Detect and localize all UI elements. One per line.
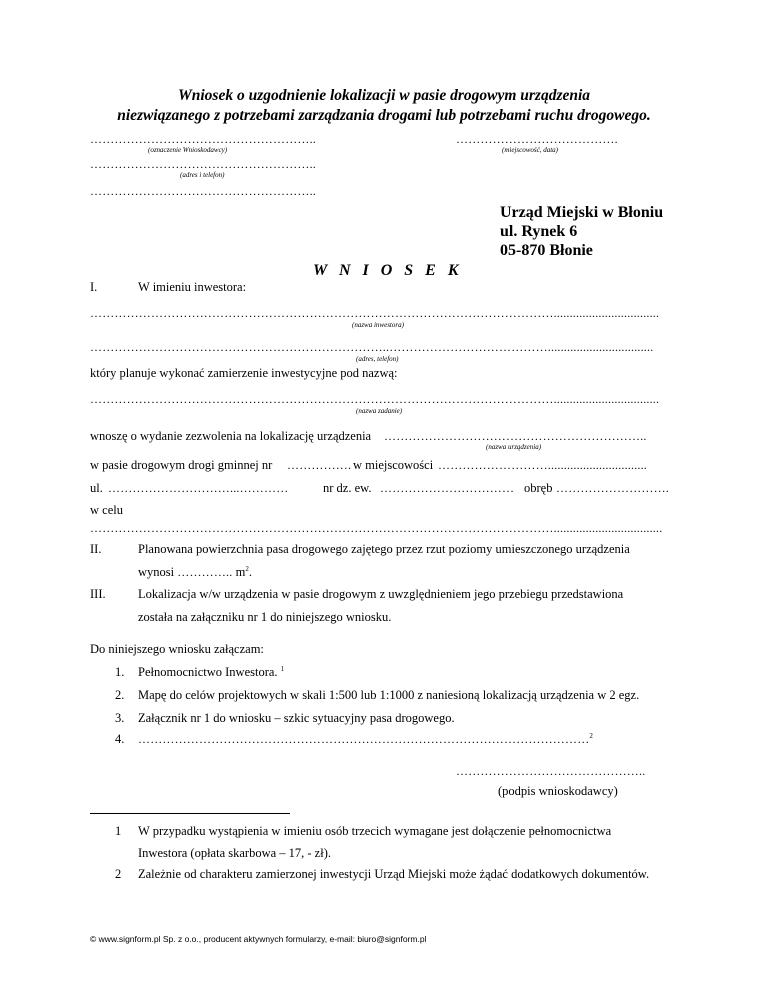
area-end: . bbox=[248, 565, 252, 580]
attachment-text: Pełnomocnictwo Inwestora. bbox=[138, 665, 278, 680]
request-text: wnoszę o wydanie zezwolenia na lokalizację urządzenia bbox=[90, 429, 372, 443]
applicant-field[interactable]: ……………………………………………….. bbox=[90, 132, 316, 146]
attachment-item bbox=[138, 665, 284, 680]
device-name-field[interactable]: ……………………………………………………….. bbox=[384, 429, 647, 443]
section-2-text: Planowana powierzchnia pasa drogowego zajętego przez rzut poziomy umieszczonego urządzenia bbox=[138, 542, 630, 556]
purpose-text: w celu bbox=[90, 503, 123, 517]
place-date-caption: (miejscowość, data) bbox=[502, 146, 558, 154]
footnote-number: 1 bbox=[115, 824, 122, 838]
attachment-number: 2. bbox=[115, 688, 125, 702]
address-caption: (adres i telefon) bbox=[180, 171, 225, 179]
request-heading: W N I O S E K bbox=[313, 262, 463, 279]
device-name-caption: (nazwa urządzenia) bbox=[486, 443, 542, 451]
section-1-label: W imieniu inwestora: bbox=[138, 280, 247, 294]
page-footer: © www.signform.pl Sp. z o.o., producent aktywnych formularzy, e-mail: biuro@signform.pl bbox=[90, 934, 427, 944]
footnote-ref: 2 bbox=[589, 732, 593, 740]
attachment-number: 4. bbox=[115, 732, 125, 746]
street-text: ul. bbox=[90, 481, 103, 495]
investor-address-caption: (adres, telefon) bbox=[356, 355, 399, 363]
section-2-number: II. bbox=[90, 542, 102, 556]
plot-text: nr dz. ew. bbox=[323, 481, 372, 495]
purpose-field[interactable]: …………………………………………………………………………………………………….................................. bbox=[90, 521, 663, 535]
section-1-number: I. bbox=[90, 280, 98, 294]
task-name-field[interactable]: ……………………………………………………………………………………………………................................. bbox=[90, 392, 660, 406]
plans-text: który planuje wykonać zamierzenie inwestycyjne pod nazwą: bbox=[90, 366, 398, 380]
address-field-2[interactable]: ……………………………………………….. bbox=[90, 184, 316, 198]
footnote-text: Zależnie od charakteru zamierzonej inwestycji Urząd Miejski może żądać dodatkowych dokumentów. bbox=[138, 867, 650, 881]
footnote-number: 2 bbox=[115, 867, 122, 881]
area-unit-exponent: 2 bbox=[245, 565, 249, 573]
precinct-field[interactable]: ………………………. bbox=[556, 481, 669, 495]
applicant-caption: (oznaczenie Wnioskodawcy) bbox=[148, 146, 228, 154]
address-field[interactable]: ……………………………………………….. bbox=[90, 157, 316, 171]
street-field[interactable]: …………………………...………… bbox=[108, 481, 289, 495]
town-text: w miejscowości bbox=[353, 458, 434, 472]
area-unit: m bbox=[235, 565, 246, 580]
plot-number-field[interactable]: …………………………… bbox=[380, 481, 515, 495]
investor-address-field[interactable]: ………………………………………………………………..…………………………………................................. bbox=[90, 340, 654, 354]
task-name-caption: (nazwa zadanie) bbox=[356, 407, 403, 415]
signature-field[interactable]: ……………………………………….. bbox=[456, 764, 646, 778]
road-text: w pasie drogowym drogi gminnej nr bbox=[90, 458, 273, 472]
footnote-text-continued: Inwestora (opłata skarbowa – 17, - zł). bbox=[138, 846, 331, 860]
attachment-text: Załącznik nr 1 do wniosku – szkic sytuacyjny pasa drogowego. bbox=[138, 711, 455, 725]
section-3-line2: została na załączniku nr 1 do niniejszego wniosku. bbox=[138, 610, 392, 624]
signature-caption: (podpis wnioskodawcy) bbox=[498, 784, 618, 798]
investor-name-caption: (nazwa inwestora) bbox=[352, 321, 404, 329]
section-3-number: III. bbox=[90, 587, 106, 601]
town-field[interactable]: ………………………............................... bbox=[438, 458, 647, 472]
recipient-street: ul. Rynek 6 bbox=[500, 223, 578, 240]
attachments-heading: Do niniejszego wniosku załączam: bbox=[90, 642, 264, 656]
attachment-number: 3. bbox=[115, 711, 125, 725]
road-number-field[interactable]: ……………. bbox=[287, 458, 352, 472]
document-title-line1: Wniosek o uzgodnienie lokalizacji w pasie drogowym urządzenia bbox=[177, 87, 591, 104]
attachment-other-field[interactable]: ………………………………………………………………………………………………… bbox=[138, 732, 590, 747]
attachment-number: 1. bbox=[115, 665, 125, 679]
area-line bbox=[138, 565, 252, 580]
area-field[interactable]: ………….. bbox=[177, 565, 233, 580]
document-title-line2: niezwiązanego z potrzebami zarządzania drogami lub potrzebami ruchu drogowego. bbox=[117, 107, 651, 124]
precinct-text: obręb bbox=[524, 481, 553, 495]
place-date-field[interactable]: …………………………………. bbox=[456, 132, 618, 146]
recipient-name: Urząd Miejski w Błoniu bbox=[500, 204, 664, 221]
attachment-text: Mapę do celów projektowych w skali 1:500 lub 1:1000 z naniesioną lokalizacją urządzenia w 2 egz. bbox=[138, 688, 640, 702]
investor-name-field[interactable]: ……………………………………………………………………………………………………................................. bbox=[90, 306, 660, 320]
attachment-item bbox=[138, 732, 593, 747]
footnote-separator bbox=[90, 813, 290, 814]
section-3-line1: Lokalizacja w/w urządzenia w pasie drogowym z uwzględnieniem jego przebiegu przedstawiona bbox=[138, 587, 624, 601]
footnote-ref: 1 bbox=[280, 665, 285, 673]
recipient-postal: 05-870 Błonie bbox=[500, 242, 593, 259]
area-prefix: wynosi bbox=[138, 565, 175, 580]
footnote-text: W przypadku wystąpienia w imieniu osób trzecich wymagane jest dołączenie pełnomocnictwa bbox=[138, 824, 612, 838]
